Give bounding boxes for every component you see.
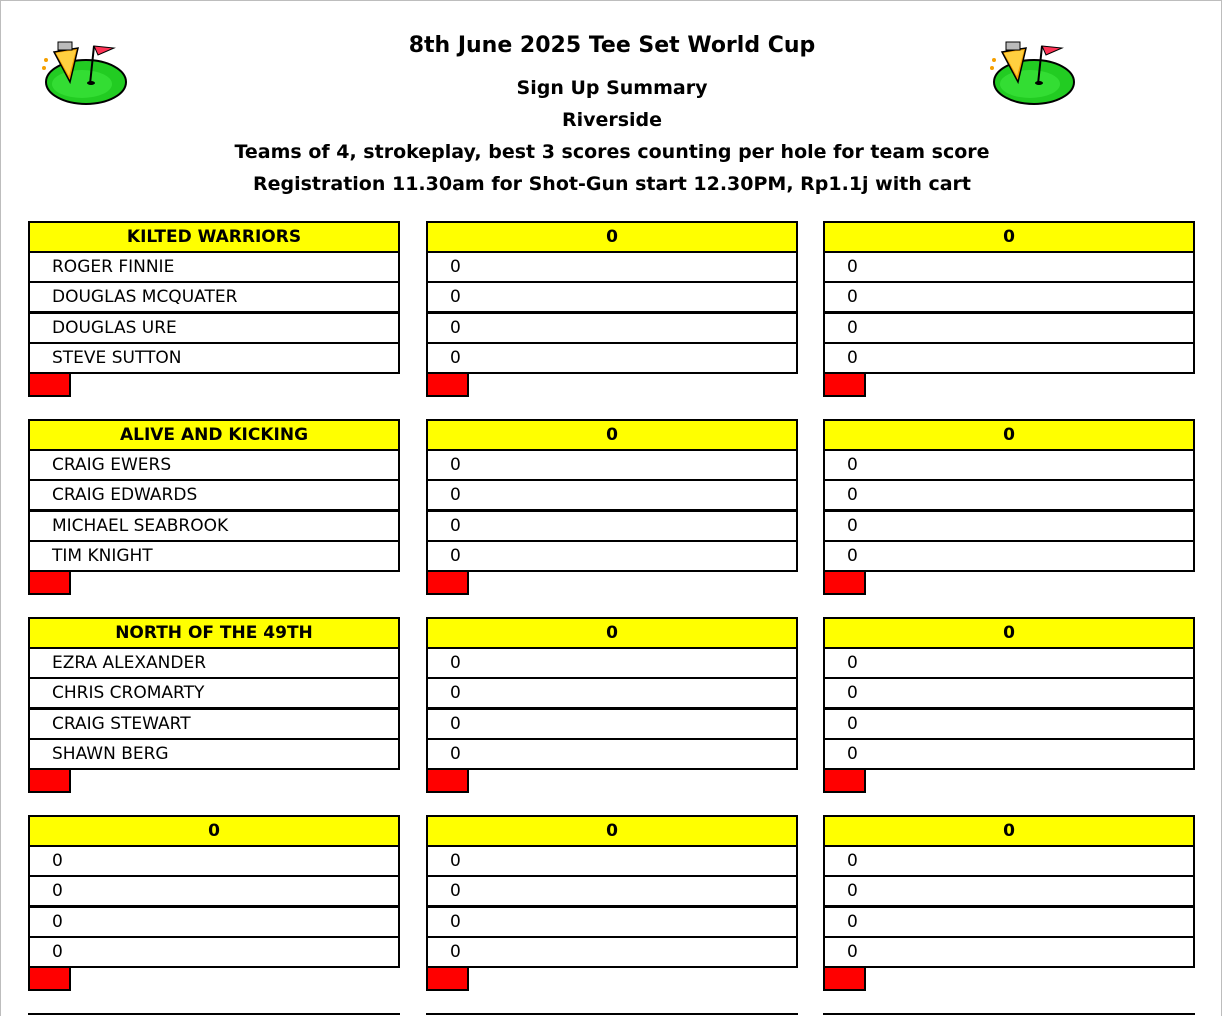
team-box <box>426 221 798 399</box>
player-row: 0 <box>823 540 1195 572</box>
player-row: 0 <box>823 449 1195 481</box>
team-box <box>426 815 798 993</box>
player-row: 0 <box>823 479 1195 511</box>
player-row: 0 <box>426 708 798 740</box>
red-marker <box>823 966 866 991</box>
team-box <box>823 419 1195 597</box>
team-name: 0 <box>823 617 1195 649</box>
red-marker <box>28 570 71 595</box>
player-row: 0 <box>426 312 798 344</box>
team-name: 0 <box>426 617 798 649</box>
red-marker <box>426 768 469 793</box>
team-name: 0 <box>426 815 798 847</box>
venue-line: Riverside <box>561 109 663 131</box>
red-marker <box>823 372 866 397</box>
player-row: 0 <box>823 510 1195 542</box>
player-row: 0 <box>823 936 1195 968</box>
player-row: 0 <box>823 342 1195 374</box>
red-marker <box>426 372 469 397</box>
page-title: 8th June 2025 Tee Set World Cup <box>408 33 816 58</box>
player-row: 0 <box>426 738 798 770</box>
team-box <box>426 419 798 597</box>
player-row: DOUGLAS URE <box>28 312 400 344</box>
team-name: 0 <box>823 815 1195 847</box>
player-row: 0 <box>823 281 1195 313</box>
team-name: 0 <box>426 221 798 253</box>
player-row: 0 <box>823 708 1195 740</box>
player-row: 0 <box>426 936 798 968</box>
format-line: Teams of 4, strokeplay, best 3 scores counting per hole for team score <box>234 141 990 163</box>
team-name: 0 <box>823 419 1195 451</box>
player-row: DOUGLAS MCQUATER <box>28 281 400 313</box>
player-row: 0 <box>426 845 798 877</box>
player-row: SHAWN BERG <box>28 738 400 770</box>
team-name: 0 <box>426 419 798 451</box>
player-row: 0 <box>28 875 400 907</box>
player-row: CHRIS CROMARTY <box>28 677 400 709</box>
red-marker <box>28 372 71 397</box>
player-row: 0 <box>426 342 798 374</box>
team-box <box>28 617 400 795</box>
team-name: 0 <box>28 815 400 847</box>
player-row: CRAIG STEWART <box>28 708 400 740</box>
player-row: 0 <box>426 449 798 481</box>
player-row: 0 <box>426 510 798 542</box>
team-box <box>823 221 1195 399</box>
player-row: 0 <box>823 906 1195 938</box>
player-row: 0 <box>426 251 798 283</box>
red-marker <box>426 570 469 595</box>
team-name: NORTH OF THE 49TH <box>28 617 400 649</box>
player-row: CRAIG EDWARDS <box>28 479 400 511</box>
team-box <box>823 815 1195 993</box>
red-marker <box>426 966 469 991</box>
player-row: 0 <box>426 647 798 679</box>
team-name: ALIVE AND KICKING <box>28 419 400 451</box>
team-name: KILTED WARRIORS <box>28 221 400 253</box>
page-subtitle: Sign Up Summary <box>516 77 708 99</box>
player-row: 0 <box>426 540 798 572</box>
red-marker <box>28 768 71 793</box>
registration-line: Registration 11.30am for Shot-Gun start 12.30PM, Rp1.1j with cart <box>252 173 972 195</box>
player-row: 0 <box>426 875 798 907</box>
red-marker <box>28 966 71 991</box>
red-marker <box>823 570 866 595</box>
team-box <box>28 221 400 399</box>
player-row: 0 <box>28 936 400 968</box>
team-name: 0 <box>823 221 1195 253</box>
player-row: 0 <box>823 647 1195 679</box>
player-row: EZRA ALEXANDER <box>28 647 400 679</box>
team-box <box>823 617 1195 795</box>
player-row: 0 <box>426 479 798 511</box>
player-row: 0 <box>823 312 1195 344</box>
team-box <box>426 617 798 795</box>
player-row: 0 <box>823 677 1195 709</box>
player-row: 0 <box>823 738 1195 770</box>
player-row: ROGER FINNIE <box>28 251 400 283</box>
player-row: 0 <box>426 677 798 709</box>
team-box <box>28 419 400 597</box>
player-row: 0 <box>28 906 400 938</box>
player-row: 0 <box>823 875 1195 907</box>
player-row: TIM KNIGHT <box>28 540 400 572</box>
player-row: 0 <box>823 251 1195 283</box>
player-row: CRAIG EWERS <box>28 449 400 481</box>
player-row: 0 <box>426 906 798 938</box>
player-row: 0 <box>426 281 798 313</box>
player-row: 0 <box>823 845 1195 877</box>
player-row: STEVE SUTTON <box>28 342 400 374</box>
player-row: 0 <box>28 845 400 877</box>
player-row: MICHAEL SEABROOK <box>28 510 400 542</box>
red-marker <box>823 768 866 793</box>
team-box <box>28 815 400 993</box>
